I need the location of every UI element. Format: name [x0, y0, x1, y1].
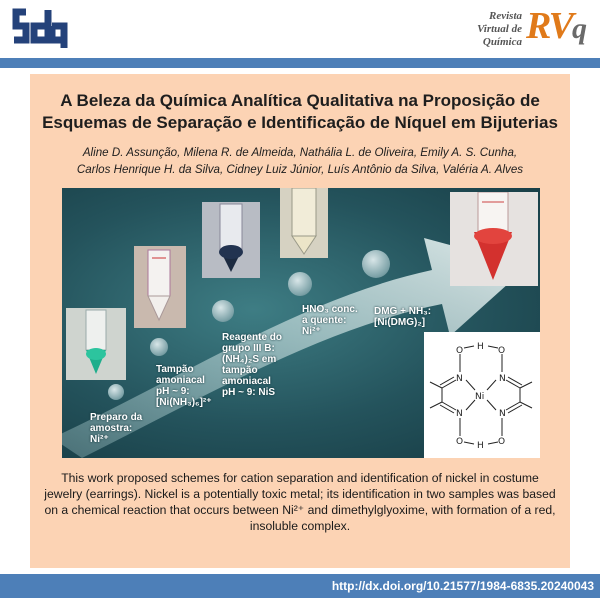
step-2-line-4: [Ni(NH₃)₆]²⁺ — [156, 397, 212, 408]
step-1-line-1: Preparo da — [90, 412, 143, 423]
step-4-line-2: a quente: — [302, 315, 347, 326]
step-label-preparo — [90, 412, 142, 445]
green-tube-photo — [66, 308, 126, 380]
authors-line-2: Carlos Henrique H. da Silva, Cidney Luiz Júnior, Luís Antônio da Silva, Valéria A. Alves — [76, 163, 524, 176]
structure-n-3: N — [456, 409, 463, 419]
step-4-line-3: Ni²⁺ — [302, 326, 321, 337]
authors-line-1: Aline D. Assunção, Milena R. de Almeida, Nathália L. de Oliveira, Emily A. S. Cunha, — [82, 146, 518, 159]
step-1-line-2: amostra: — [90, 423, 133, 434]
structure-o-3: O — [456, 437, 464, 447]
structure-h-1: H — [477, 342, 484, 352]
structure-n-2: N — [499, 374, 506, 384]
step-label-dmg — [374, 306, 431, 328]
separation-scheme-graphic — [62, 188, 540, 458]
step-5-line-1: DMG + NH₃: — [374, 306, 432, 317]
red-complex-photo — [450, 192, 538, 286]
sbq-logo — [10, 6, 68, 50]
step-dot-2 — [150, 338, 168, 356]
bottom-blue-bar — [0, 574, 600, 598]
title-line-2: Esquemas de Separação e Identificação de Níquel em Bijuterias — [42, 113, 558, 132]
white-tube-photo — [134, 246, 186, 328]
step-dot-5 — [362, 250, 390, 278]
step-label-hno3 — [302, 304, 358, 337]
step-2-line-2: amoniacal — [156, 375, 205, 386]
step-label-reagente — [222, 332, 282, 398]
step-3-line-3: (NH₄)₂S em — [222, 354, 277, 365]
structure-o-4: O — [498, 437, 506, 447]
structure-o-2: O — [498, 346, 506, 356]
pale-tube-photo — [280, 188, 328, 258]
nickel-dmg-structure — [424, 332, 540, 458]
author-list — [30, 144, 570, 178]
article-title — [30, 90, 570, 134]
structure-n-1: N — [456, 374, 463, 384]
structure-ni: Ni — [475, 392, 485, 402]
journal-logo-word-1: Revista — [489, 10, 522, 22]
step-1-line-3: Ni²⁺ — [90, 434, 109, 445]
abstract-text: This work proposed schemes for cation separation and identification of nickel in costume jewelry (earrings). Nickel is a potentially toxic metal; its identification in two samples was based on a chemical reaction that occurs between Ni²⁺ and dimethylglyoxime, with formation of a red, insoluble complex. — [44, 471, 556, 533]
step-dot-1 — [108, 384, 124, 400]
step-3-line-1: Reagente do — [222, 332, 283, 343]
step-4-line-1: HNO₃ conc. — [302, 304, 358, 315]
step-label-tampao — [156, 364, 212, 408]
step-3-line-5: amoniacal — [222, 376, 271, 387]
doi-link[interactable]: http://dx.doi.org/10.21577/1984-6835.20240043 — [331, 579, 594, 593]
step-2-line-3: pH ~ 9: — [156, 386, 190, 397]
journal-logo-word-3: Química — [482, 36, 522, 48]
journal-logo-words — [442, 10, 522, 49]
structure-h-2: H — [477, 441, 484, 451]
step-2-line-1: Tampão — [156, 364, 194, 375]
step-dot-3 — [212, 300, 234, 322]
journal-logo — [442, 5, 592, 52]
journal-logo-mark: RVq — [526, 5, 586, 47]
step-3-line-2: grupo III B: — [222, 343, 275, 354]
title-line-1: A Beleza da Química Analítica Qualitativa na Proposição de — [60, 91, 540, 110]
journal-logo-word-2: Virtual de — [477, 23, 522, 35]
structure-n-4: N — [499, 409, 506, 419]
structure-o-1: O — [456, 346, 464, 356]
step-3-line-4: tampão — [222, 365, 258, 376]
top-blue-bar — [0, 58, 600, 68]
black-precipitate-photo — [202, 202, 260, 278]
step-dot-4 — [288, 272, 312, 296]
step-5-line-2: [Ni(DMG)₂] — [374, 317, 426, 328]
step-3-line-6: pH ~ 9: NiS — [222, 387, 276, 398]
